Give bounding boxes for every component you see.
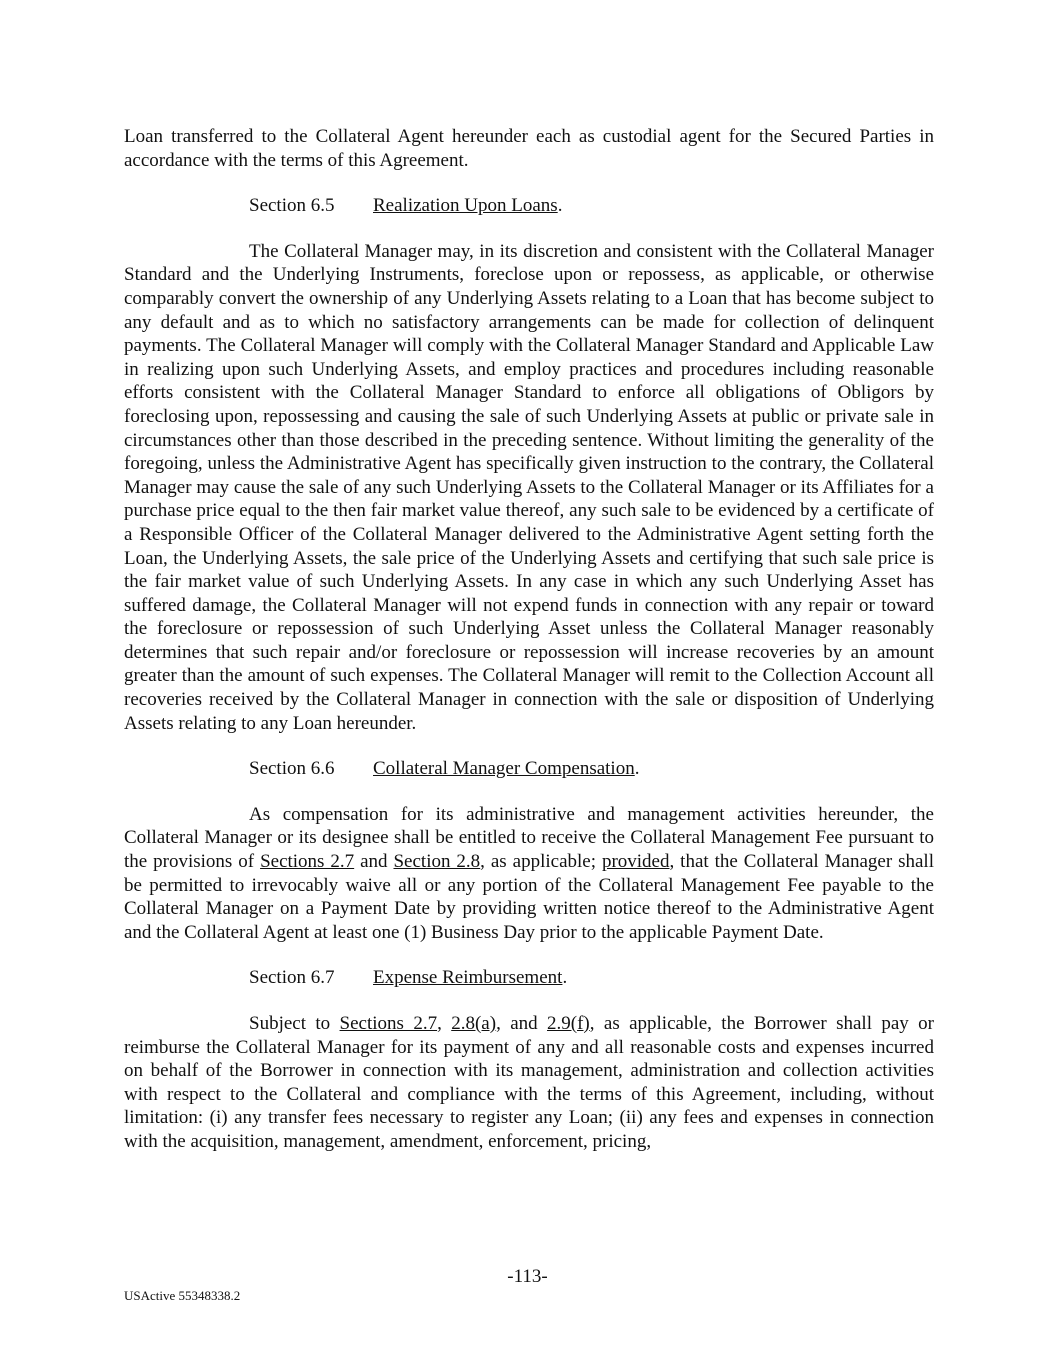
section-6-6-heading bbox=[124, 757, 934, 781]
section-6-6-body bbox=[124, 803, 934, 945]
continuation-paragraph: Loan transferred to the Collateral Agent hereunder each as custodial agent for the Secured Parties in accordance with the terms of this Agreement. bbox=[124, 126, 934, 171]
period: . bbox=[557, 195, 563, 217]
section-title: Realization Upon Loans bbox=[373, 195, 558, 217]
document-id-footer: USActive 55348338.2 bbox=[124, 1288, 241, 1303]
section-number: Section 6.5 bbox=[249, 195, 335, 217]
period: . bbox=[562, 967, 568, 989]
cross-reference: 2.8(a) bbox=[451, 1013, 497, 1034]
text: , as applicable; bbox=[480, 851, 602, 873]
section-title: Expense Reimbursement bbox=[373, 967, 563, 989]
section-number: Section 6.6 bbox=[249, 758, 335, 780]
cross-reference: Sections 2.7 bbox=[260, 851, 355, 873]
cross-reference: Section 2.8 bbox=[393, 851, 481, 873]
document-page bbox=[124, 125, 934, 1176]
text: , and bbox=[496, 1013, 548, 1034]
section-number: Section 6.7 bbox=[249, 967, 335, 989]
text: and bbox=[354, 851, 394, 873]
text: , that the Collateral Manager shall be permitted to irrevocably waive all or any portion of the Collateral Management Fee payable to the Collateral Manager on a Payment Date by providing written notice thereof to the Administrative Agent and the Collateral Agent at least one (1) Business Day prior to the applicable Payment Date. bbox=[124, 851, 934, 943]
page-number: -113- bbox=[507, 1266, 548, 1287]
cross-reference: Sections 2.7 bbox=[339, 1013, 438, 1034]
cross-reference: 2.9(f) bbox=[547, 1013, 590, 1034]
text: As compensation for its administrative and management activities hereunder, the Collateral Manager or its designee shall be entitled to receive the Collateral Management Fee pursuant to the provisions of bbox=[124, 803, 934, 873]
text: , bbox=[437, 1013, 452, 1034]
text: Subject to bbox=[249, 1013, 340, 1034]
provided-term: provided bbox=[601, 851, 670, 873]
text: , as applicable, the Borrower shall pay or reimburse the Collateral Manager for its payment of any and all reasonable costs and expenses incurred on behalf of the Borrower in connection with its management, administration and collection activities with respect to the Collateral and compliance with the terms of this Agreement, including, without limitation: (i) any transfer fees necessary to register any Loan; (ii) any fees and expenses in connection with the acquisition, management, amendment, enforcement, pricing, bbox=[124, 1013, 935, 1152]
section-6-5-body: The Collateral Manager may, in its discretion and consistent with the Collateral Manager Standard and the Underlying Instruments, foreclose upon or repossess, as applicable, or otherwise comparably convert the ownership of any Underlying Assets relating to a Loan that has become subject to any default and as to which no satisfactory arrangements can be made for collection of delinquent payments. The Collateral Manager will comply with the Collateral Manager Standard and Applicable Law in realizing upon such Underlying Assets, and employ practices and procedures including reasonable efforts consistent with the Collateral Manager Standard to enforce all obligations of Obligors by foreclosing upon, repossessing and causing the sale of such Underlying Assets at public or private sale in circumstances other than those described in the preceding sentence. Without limiting the generality of the foregoing, unless the Administrative Agent has specifically given instruction to the contrary, the Collateral Manager may cause the sale of any such Underlying Assets to the Collateral Manager or its Affiliates for a purchase price equal to the then fair market value thereof, any such sale to be evidenced by a certificate of a Responsible Officer of the Collateral Manager delivered to the Administrative Agent setting forth the Loan, the Underlying Assets, the sale price of the Underlying Assets and certifying that such sale price is the fair market value of such Underlying Assets. In any case in which any such Underlying Asset has suffered damage, the Collateral Manager will not expend funds in connection with any repair or toward the foreclosure or repossession of such Underlying Asset unless the Collateral Manager reasonably determines that such repair and/or foreclosure or repossession will increase recoveries by an amount greater than the amount of such expenses. The Collateral Manager will remit to the Collection Account all recoveries received by the Collateral Manager in connection with the sale or disposition of Underlying Assets relating to any Loan hereunder. bbox=[124, 240, 934, 734]
section-6-7-heading bbox=[124, 966, 934, 990]
section-6-7-body bbox=[124, 1012, 934, 1154]
section-6-5-heading bbox=[124, 194, 934, 218]
period: . bbox=[634, 758, 640, 780]
section-title: Collateral Manager Compensation bbox=[373, 758, 635, 780]
